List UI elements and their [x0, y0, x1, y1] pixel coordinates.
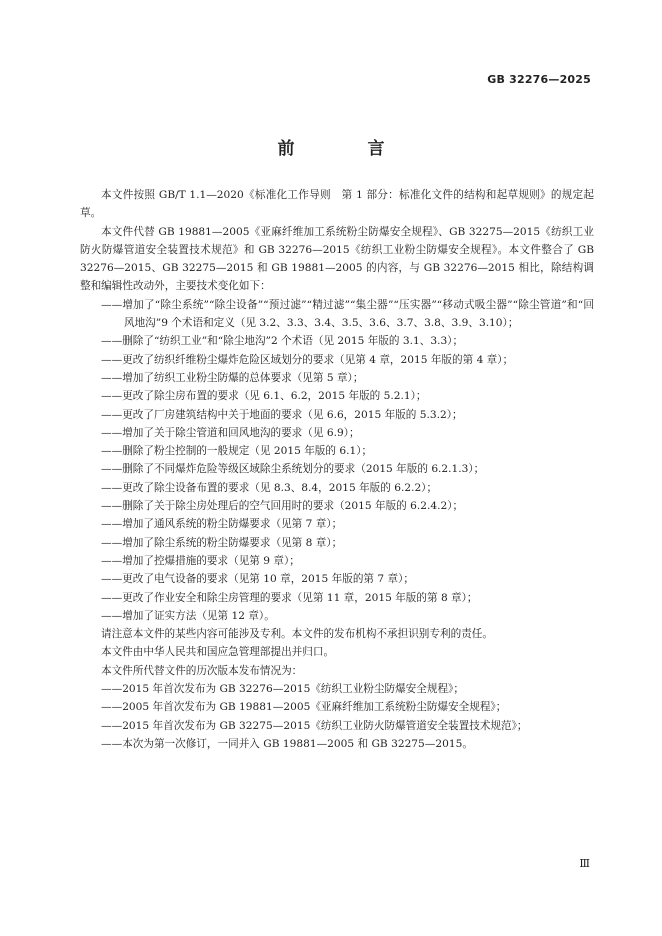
note-paragraph: 本文件所代替文件的历次版本发布情况为： — [101, 664, 303, 677]
list-item: ——更改了纺织纤维粉尘爆炸危险区域划分的要求（见第 4 章，2015 年版的第 4 章）； — [101, 353, 514, 366]
list-item: ——本次为第一次修订，一同并入 GB 19881—2005 和 GB 32275—2015。 — [101, 737, 473, 750]
intro-paragraph: 本文件按照 GB/T 1.1—2020《标准化工作导则 第 1 部分：标准化文件的结构和起草规则》的规定起草。 — [80, 189, 594, 220]
list-item: ——增加了通风系统的粉尘防爆要求（见第 7 章）； — [101, 518, 343, 531]
list-item: ——更改了厂房建筑结构中关于地面的要求（见 6.6，2015 年版的 5.3.2）； — [101, 408, 463, 421]
list-item: ——增加了证实方法（见第 12 章）。 — [101, 609, 275, 622]
list-item: ——增加了关于除尘管道和回风地沟的要求（见 6.9）； — [101, 426, 360, 439]
list-item: ——2015 年首次发布为 GB 32275—2015《纺织工业防火防爆管道安全装置技术规范》； — [101, 719, 528, 732]
changes-list — [80, 296, 594, 625]
foreword-content — [80, 186, 594, 753]
list-item: ——更改了除尘设备布置的要求（见 8.3、8.4，2015 年版的 6.2.2）； — [101, 481, 438, 494]
list-item: ——更改了电气设备的要求（见第 10 章，2015 年版的第 7 章）； — [101, 573, 414, 586]
list-item: ——更改了除尘房布置的要求（见 6.1、6.2，2015 年版的 5.2.1）； — [101, 390, 427, 403]
list-item: ——删除了关于除尘房处理后的空气回用时的要求（2015 年版的 6.2.4.2）； — [101, 500, 464, 513]
list-item: ——增加了除尘系统的粉尘防爆要求（见第 8 章）； — [101, 536, 343, 549]
document-code: GB 32276—2025 — [487, 73, 591, 86]
list-item: ——增加了控爆措施的要求（见第 9 章）； — [101, 554, 300, 567]
list-item: ——删除了“纺织工业”和“除尘地沟”2 个术语（见 2015 年版的 3.1、3.3）； — [101, 335, 464, 348]
note-paragraph: 本文件由中华人民共和国应急管理部提出并归口。 — [101, 646, 335, 659]
list-item: ——2005 年首次发布为 GB 19881—2005《亚麻纤维加工系统粉尘防爆安全规程》； — [101, 701, 507, 714]
list-item: ——增加了纺织工业粉尘防爆的总体要求（见第 5 章）； — [101, 371, 364, 384]
page-title: 前 言 — [277, 139, 413, 159]
list-item: ——增加了“除尘系统”“除尘设备”“预过滤”“精过滤”“集尘器”“压实器”“移动式吸尘器”“除尘管道”和“回风地沟”9 个术语和定义（见 3.2、3.3、3.4、3.5、3.6、3.7、3.8、3.9、3.10）； — [101, 298, 594, 330]
list-item: ——删除了不同爆炸危险等级区域除尘系统划分的要求（2015 年版的 6.2.1.3）； — [101, 463, 485, 476]
history-list — [80, 680, 594, 753]
list-item: ——更改了作业安全和除尘房管理的要求（见第 11 章，2015 年版的第 8 章）； — [101, 591, 478, 604]
intro-paragraph: 本文件代替 GB 19881—2005《亚麻纤维加工系统粉尘防爆安全规程》、GB 32275—2015《纺织工业防火防爆管道安全装置技术规范》和 GB 32276—2015《纺织工业粉尘防爆安全规程》。本文件整合了 GB 32276—2015、GB 32275—2015 和 GB 19881—2005 的内容，与 GB 32276—2015 相比，除结构调整和编辑性改动外，主要技术变化如下： — [80, 225, 594, 293]
note-paragraph: 请注意本文件的某些内容可能涉及专利。本文件的发布机构不承担识别专利的责任。 — [101, 628, 493, 641]
page-number: Ⅲ — [579, 857, 590, 870]
list-item: ——2015 年首次发布为 GB 32276—2015《纺织工业粉尘防爆安全规程》； — [101, 683, 464, 696]
list-item: ——删除了粉尘控制的一般规定（见 2015 年版的 6.1）； — [101, 445, 373, 458]
